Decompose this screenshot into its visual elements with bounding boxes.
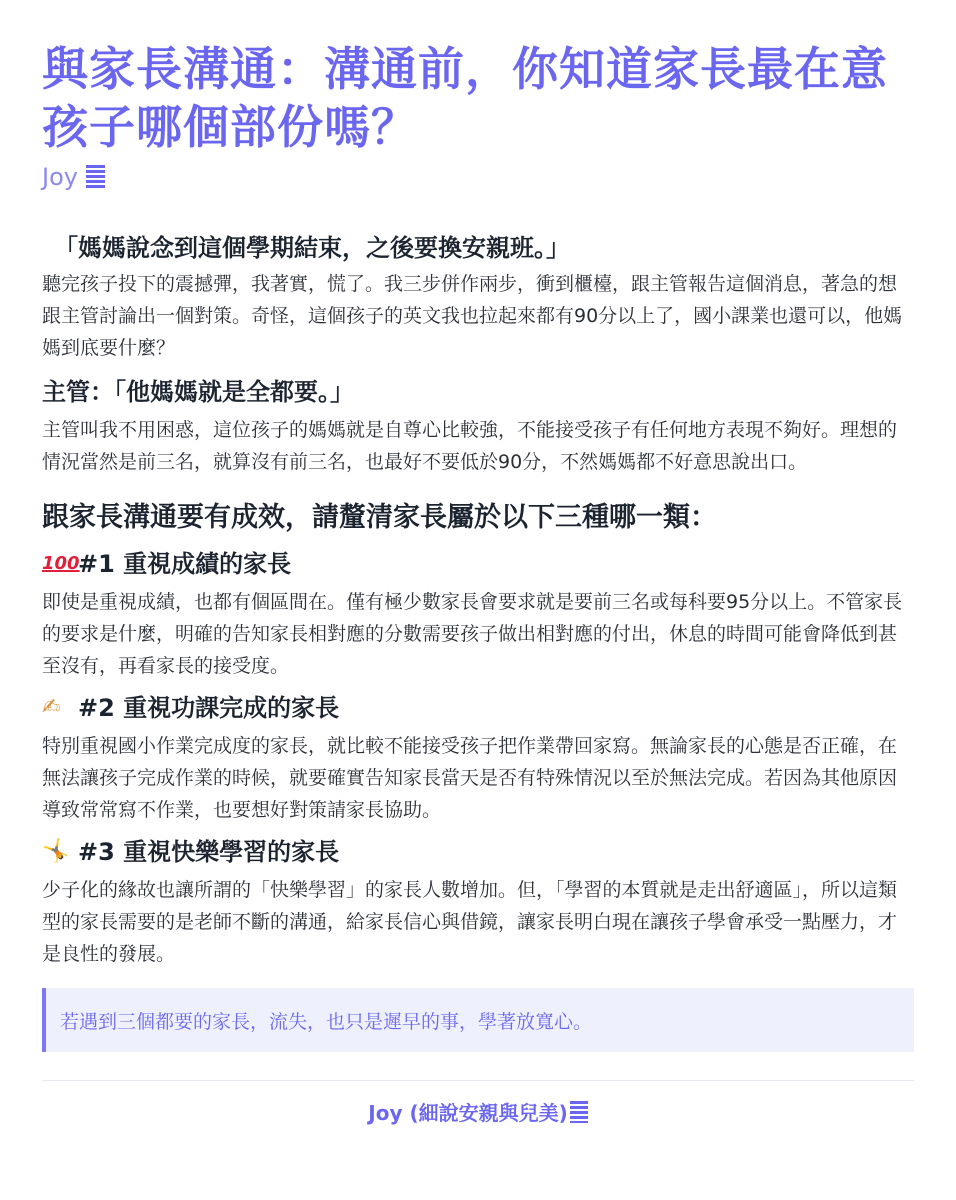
hundred-points-icon: 100: [42, 553, 80, 574]
callout-note: 若遇到三個都要的家長，流失，也只是遲早的事，學著放寬心。: [42, 988, 914, 1052]
section-title: 跟家長溝通要有成效，請釐清家長屬於以下三種哪一類：: [42, 502, 717, 533]
category-heading-3: [42, 834, 914, 870]
writing-hand-icon: ✍: [42, 695, 61, 720]
article: [42, 40, 914, 1126]
article-title: 與家長溝通：溝通前，你知道家長最在意孩子哪個部份嗎？: [42, 42, 888, 154]
text-lines-icon: [86, 165, 105, 189]
category-body-1: 即使是重視成績，也都有個區間在。僅有極少數家長會要求就是要前三名或每科要95分以上。不管家長的要求是什麼，明確的告知家長相對應的分數需要孩子做出相對應的付出，休息的時間可能會降低到甚至沒有，再看家長的接受度。: [42, 591, 903, 677]
text-lines-icon: [570, 1101, 588, 1123]
person-cartwheel-icon: 🤸: [42, 839, 70, 864]
author-line: [42, 160, 914, 194]
category-title-1: #1 重視成績的家長: [78, 550, 292, 578]
divider: [42, 1080, 914, 1081]
category-body-3: 少子化的緣故也讓所謂的「快樂學習」的家長人數增加。但，「學習的本質就是走出舒適區」，所以這類型的家長需要的是老師不斷的溝通，給家長信心與借鏡，讓家長明白現在讓孩子學會承受一點壓力，才是良性的發展。: [42, 879, 898, 965]
opening-quote: 「媽媽說念到這個學期結束，之後要換安親班。」: [54, 234, 570, 262]
category-title-3: #3 重視快樂學習的家長: [78, 838, 340, 866]
footer: [42, 1097, 914, 1126]
opening-paragraph: 聽完孩子投下的震撼彈，我著實，慌了。我三步併作兩步，衝到櫃檯，跟主管報告這個消息，著急的想跟主管討論出一個對策。奇怪，這個孩子的英文我也拉起來都有90分以上了，國小課業也還可以，他媽媽到底要什麼？: [42, 273, 903, 359]
footer-signature: Joy (細說安親與兒美): [368, 1101, 568, 1125]
author-name: Joy: [42, 163, 78, 191]
manager-heading: 主管：「他媽媽就是全都要。」: [42, 378, 354, 406]
category-body-2: 特別重視國小作業完成度的家長，就比較不能接受孩子把作業帶回家寫。無論家長的心態是否正確，在無法讓孩子完成作業的時候，就要確實告知家長當天是否有特殊情況以至於無法完成。若因為其他原因導致常常寫不作業，也要想好對策請家長協助。: [42, 735, 898, 821]
category-title-2: #2 重視功課完成的家長: [78, 694, 340, 722]
category-heading-2: [42, 690, 914, 726]
manager-paragraph: 主管叫我不用困惑，這位孩子的媽媽就是自尊心比較強，不能接受孩子有任何地方表現不夠好。理想的情況當然是前三名，就算沒有前三名，也最好不要低於90分，不然媽媽都不好意思說出口。: [42, 419, 898, 473]
category-heading-1: [42, 546, 914, 582]
